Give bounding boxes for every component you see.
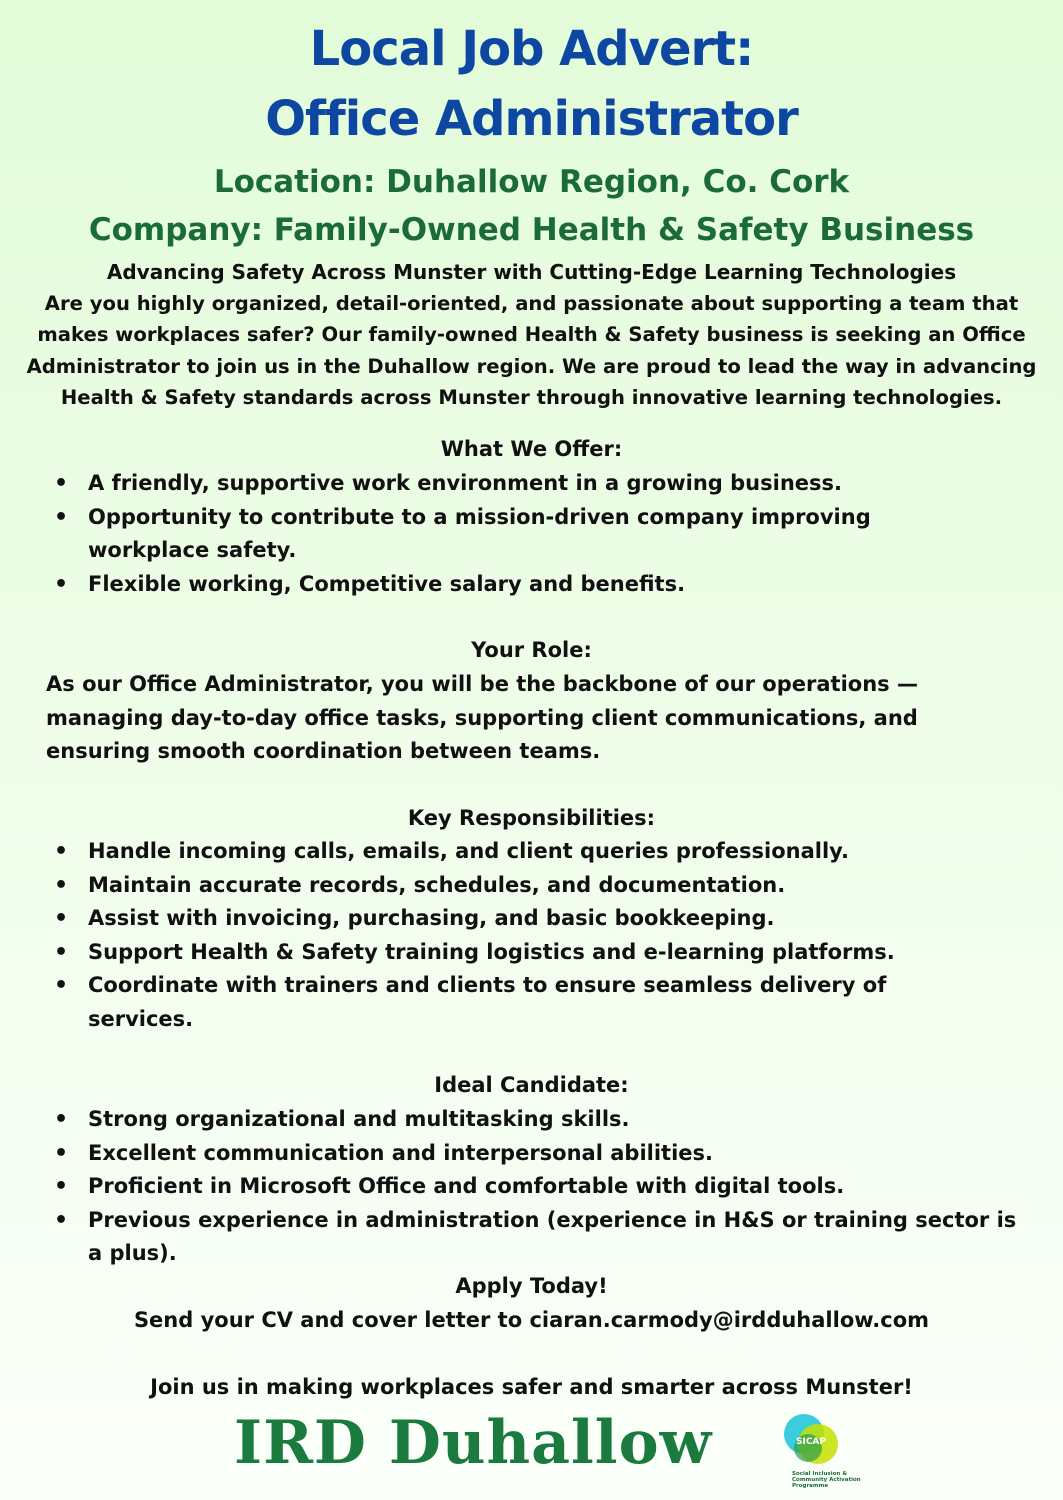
closing-line: Join us in making workplaces safer and smarter across Munster! — [150, 1375, 913, 1399]
offer-list — [48, 467, 1023, 601]
location: Location: Duhallow Region, Co. Cork — [213, 164, 850, 200]
intro-paragraph: Are you highly organized, detail-oriented, and passionate about supporting a team that makes workplaces safer? Our family-owned Health & Safety business is seeking an Office Administrator to join us in the Duhallow region. We are proud to lead the way in advancing Health & Safety standards across Munster through innovative learning technologies. — [26, 292, 1037, 410]
candidate-list — [48, 1103, 1023, 1271]
list-item: • Assist with invoicing, purchasing, and basic bookkeeping. — [48, 902, 1023, 936]
list-item: • Opportunity to contribute to a mission-driven company improving workplace safety. — [48, 501, 918, 568]
list-item: • Support Health & Safety training logistics and e-learning platforms. — [48, 936, 1023, 970]
sicap-tagline: Social Inclusion & Community Activation Programme — [792, 1471, 861, 1489]
offer-heading: What We Offer: — [440, 437, 623, 461]
list-item: • Coordinate with trainers and clients to ensure seamless delivery of services. — [48, 969, 918, 1036]
role-heading: Your Role: — [471, 638, 592, 662]
apply-heading: Apply Today! — [455, 1274, 608, 1298]
sicap-wordmark: SICAP — [796, 1437, 826, 1447]
company: Company: Family-Owned Health & Safety Business — [88, 212, 975, 248]
apply-instructions: Send your CV and cover letter to ciaran.carmody@irdduhallow.com — [133, 1308, 930, 1332]
tagline: Advancing Safety Across Munster with Cutting-Edge Learning Technologies — [106, 260, 957, 284]
role-paragraph: As our Office Administrator, you will be the backbone of our operations — managing day-to-day office tasks, supporting client communications, and ensuring smooth coordination between teams. — [46, 672, 918, 763]
ird-duhallow-logo: IRD Duhallow — [234, 1408, 713, 1478]
list-item: • A friendly, supportive work environment in a growing business. — [48, 467, 1023, 501]
list-item: • Strong organizational and multitasking skills. — [48, 1103, 1023, 1137]
title-line-1: Local Job Advert: — [309, 21, 754, 77]
title-line-2: Office Administrator — [265, 91, 798, 147]
responsibilities-list — [48, 835, 1023, 1036]
list-item: • Excellent communication and interpersonal abilities. — [48, 1137, 1023, 1171]
list-item: • Handle incoming calls, emails, and client queries professionally. — [48, 835, 1023, 869]
responsibilities-heading: Key Responsibilities: — [407, 806, 656, 830]
candidate-heading: Ideal Candidate: — [434, 1073, 629, 1097]
list-item: • Maintain accurate records, schedules, and documentation. — [48, 869, 1023, 903]
list-item: • Previous experience in administration (experience in H&S or training sector is a plus). — [48, 1204, 1023, 1271]
list-item: • Flexible working, Competitive salary and benefits. — [48, 568, 1023, 602]
list-item: • Proficient in Microsoft Office and comfortable with digital tools. — [48, 1170, 1023, 1204]
